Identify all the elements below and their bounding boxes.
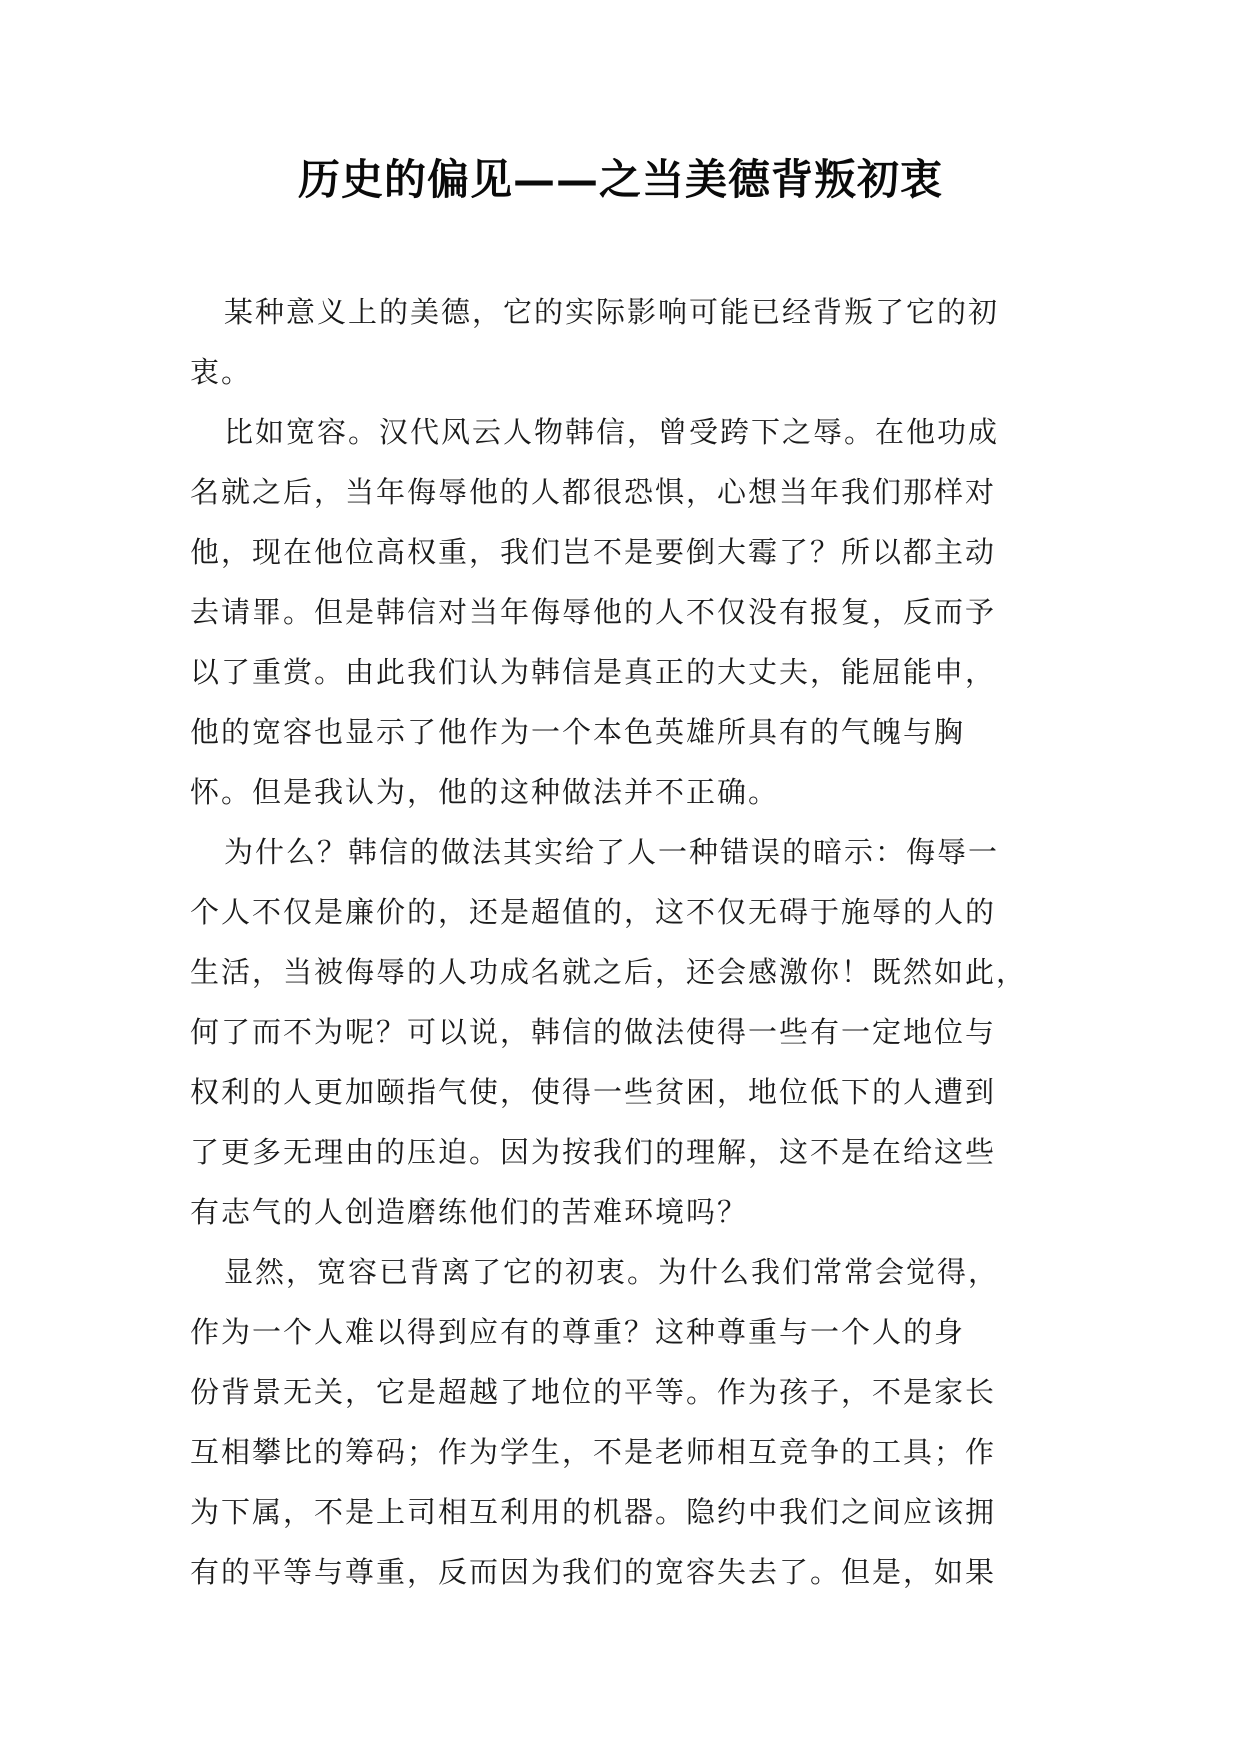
document-body — [190, 282, 1060, 1602]
document-title: 历史的偏见——之当美德背叛初衷 — [297, 155, 943, 204]
paragraph-2-line-2: 名就之后，当年侮辱他的人都很恐惧，心想当年我们那样对 — [190, 475, 997, 509]
paragraph-4-line-5: 为下属，不是上司相互利用的机器。隐约中我们之间应该拥 — [190, 1495, 997, 1529]
paragraph-2-line-5: 以了重赏。由此我们认为韩信是真正的大丈夫，能屈能申， — [190, 655, 997, 689]
paragraph-4-line-4: 互相攀比的筹码；作为学生，不是老师相互竞争的工具；作 — [190, 1435, 997, 1469]
paragraph-4-line-1: 显然，宽容已背离了它的初衷。为什么我们常常会觉得， — [224, 1255, 1000, 1289]
paragraph-2-line-3: 他，现在他位高权重，我们岂不是要倒大霉了？所以都主动 — [190, 535, 997, 569]
paragraph-2-line-1: 比如宽容。汉代风云人物韩信，曾受跨下之辱。在他功成 — [224, 415, 1000, 449]
paragraph-2-line-7: 怀。但是我认为，他的这种做法并不正确。 — [190, 775, 780, 809]
paragraph-3-line-6: 了更多无理由的压迫。因为按我们的理解，这不是在给这些 — [190, 1135, 997, 1169]
paragraph-4-line-3: 份背景无关，它是超越了地位的平等。作为孩子，不是家长 — [190, 1375, 997, 1409]
paragraph-2-line-4: 去请罪。但是韩信对当年侮辱他的人不仅没有报复，反而予 — [190, 595, 997, 629]
paragraph-4-line-2: 作为一个人难以得到应有的尊重？这种尊重与一个人的身 — [190, 1315, 966, 1349]
paragraph-1-line-1: 某种意义上的美德，它的实际影响可能已经背叛了它的初 — [224, 295, 1000, 329]
paragraph-3-line-2: 个人不仅是廉价的，还是超值的，这不仅无碍于施辱的人的 — [190, 895, 997, 929]
paragraph-2-line-6: 他的宽容也显示了他作为一个本色英雄所具有的气魄与胸 — [190, 715, 966, 749]
paragraph-3-line-3: 生活，当被侮辱的人功成名就之后，还会感激你！既然如此， — [190, 955, 1028, 989]
paragraph-3-line-4: 何了而不为呢？可以说，韩信的做法使得一些有一定地位与 — [190, 1015, 997, 1049]
paragraph-4-line-6: 有的平等与尊重，反而因为我们的宽容失去了。但是，如果 — [190, 1555, 997, 1589]
paragraph-3-line-1: 为什么？韩信的做法其实给了人一种错误的暗示：侮辱一 — [224, 835, 1000, 869]
paragraph-3-line-7: 有志气的人创造磨练他们的苦难环境吗？ — [190, 1195, 749, 1229]
paragraph-3-line-5: 权利的人更加颐指气使，使得一些贫困，地位低下的人遭到 — [190, 1075, 997, 1109]
paragraph-1-line-2: 衷。 — [190, 355, 253, 389]
